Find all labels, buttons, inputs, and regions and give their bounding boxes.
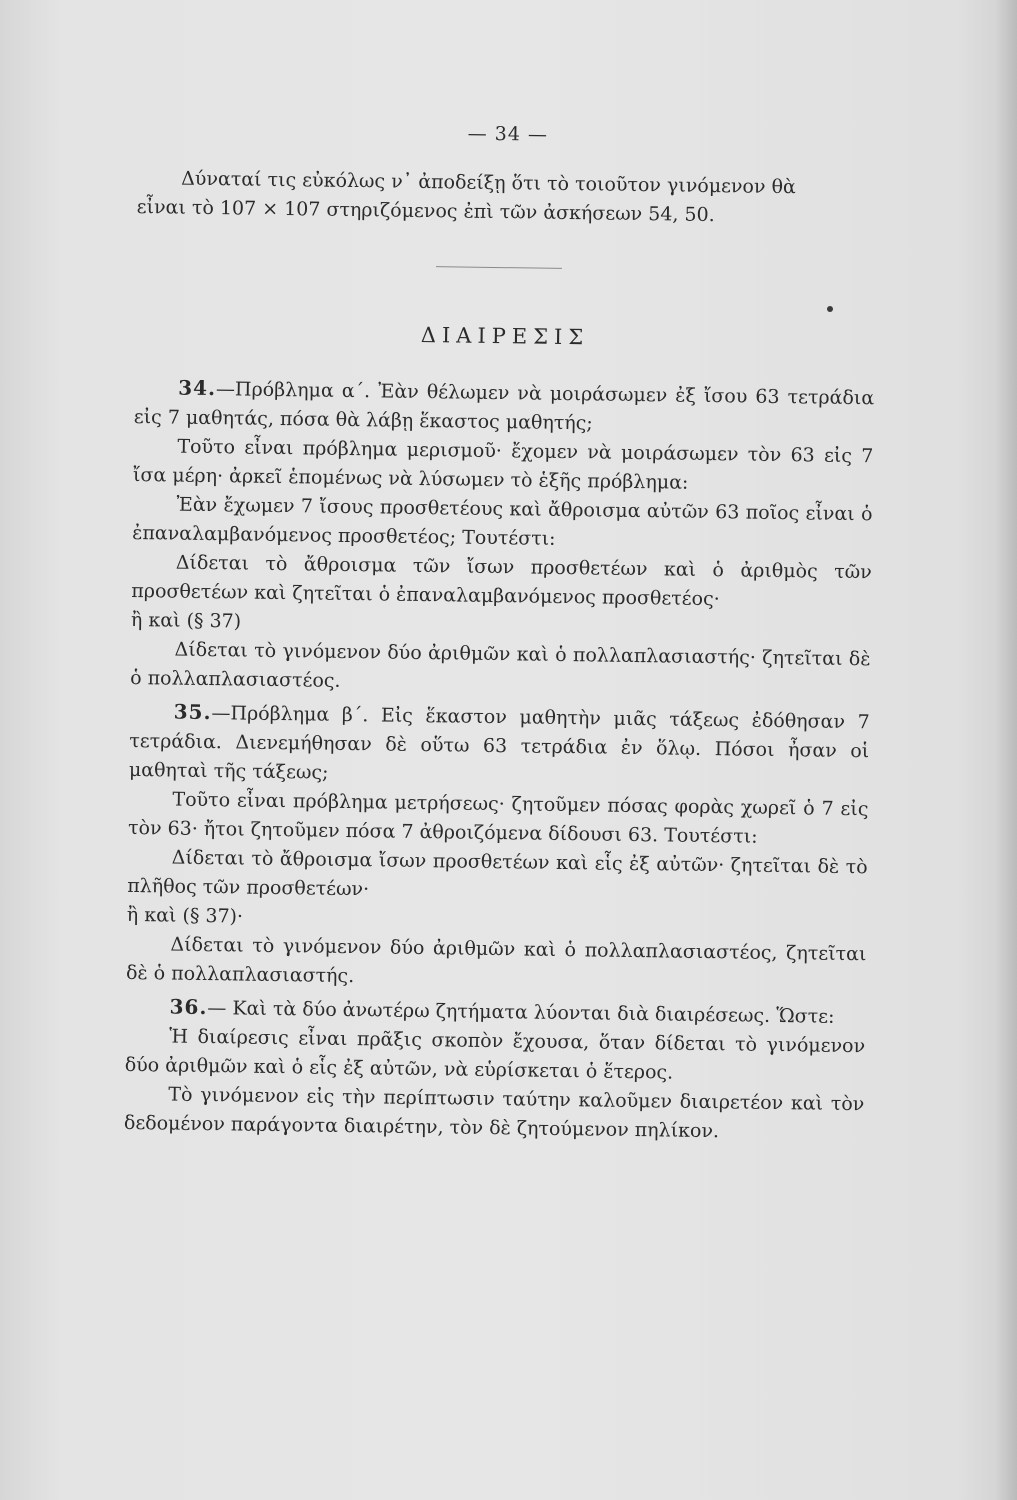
section-34-paragraph [134, 373, 875, 442]
page-number: — 34 — [467, 122, 549, 146]
section-35-p2: Τοῦτο εἶναι πρόβλημα μετρήσεως· ζητοῦμεν πόσας φορὰς χωρεῖ ὁ 7 εἰς τὸν 63· ἤτοι ζητοῦμεν πόσα 7 ἀθροιζόμενα δίδουσι 63. Τουτέστι: [127, 788, 869, 848]
separator-rule [436, 266, 562, 269]
section-36-p3: Τὸ γινόμενον εἰς τὴν περίπτωσιν ταύτην καλοῦμεν διαιρετέον καὶ τὸν δεδομένον παράγοντα διαιρέτην, τὸν δὲ ζητούμενον πηλίκον. [123, 1083, 865, 1143]
section-34-p2: Τοῦτο εἶναι πρόβλημα μερισμοῦ· ἔχομεν νὰ μοιράσωμεν τὸν 63 εἰς 7 ἴσα μέρη· ἀρκεῖ ἑπομένως νὰ λύσωμεν τὸ ἑξῆς πρόβλημα: [132, 435, 874, 494]
section-heading: ΔΙΑΙΡΕΣΙΣ [420, 322, 590, 350]
section-34-text: —Πρόβλημα α΄. Ἐὰν θέλωμεν νὰ μοιράσωμεν ἐξ ἴσου 63 τετράδια εἰς 7 μαθητάς, πόσα θὰ λάβῃ ἕκαστος μαθητής; [133, 378, 875, 435]
section-34-p6: Δίδεται τὸ γινόμενον δύο ἀριθμῶν καὶ ὁ πολλαπλασιαστής· ζητεῖται δὲ ὁ πολλαπλασιαστέος. [130, 638, 871, 692]
page-content [124, 118, 878, 1148]
section-35-p5: Δίδεται τὸ γινόμενον δύο ἀριθμῶν καὶ ὁ πολλαπλασιαστέος, ζητεῖται δὲ ὁ πολλαπλασιαστής. [125, 933, 867, 988]
section-number-36: 36. [169, 994, 208, 1020]
section-36-text: — Καὶ τὰ δύο ἀνωτέρω ζητήματα λύονται διὰ διαιρέσεως. Ὥστε: [207, 997, 835, 1028]
section-34-p5: ἢ καὶ (§ 37) [130, 608, 242, 633]
section-36-p2: Ἡ διαίρεσις εἶναι πρᾶξις σκοπὸν ἔχουσα, ὅταν δίδεται τὸ γινόμενον δύο ἀριθμῶν καὶ ὁ εἷς ἐξ αὐτῶν, νὰ εὑρίσκεται ὁ ἕτερος. [124, 1025, 866, 1084]
section-35-p4: ἢ καὶ (§ 37)· [126, 903, 244, 928]
section-34-p3: Ἐὰν ἔχωμεν 7 ἴσους προσθετέους καὶ ἄθροισμα αὐτῶν 63 ποῖος εἶναι ὁ ἐπαναλαμβανόμενος προσθετέος; Τουτέστι: [132, 493, 873, 550]
intro-line-1: Δύναταί τις εὐκόλως ν᾽ ἀποδείξῃ ὅτι τὸ τοιοῦτον γινόμενον θὰ [181, 167, 796, 199]
section-35-p3: Δίδεται τὸ ἄθροισμα ἴσων προσθετέων καὶ εἷς ἐξ αὐτῶν· ζητεῖται δὲ τὸ πλῆθος τῶν προσθετέων· [127, 846, 868, 901]
intro-line-2: εἶναι τὸ 107 × 107 στηριζόμενος ἐπὶ τῶν ἀσκήσεων 54, 50. [136, 195, 715, 227]
section-number-35: 35. [173, 699, 212, 725]
section-number-34: 34. [178, 375, 217, 401]
section-34-p4: Δίδεται τὸ ἄθροισμα τῶν ἴσων προσθετέων καὶ ὁ ἀριθμὸς τῶν προσθετέων καὶ ζητεῖται ὁ ἐπαναλαμβανόμενος προσθετέος· [131, 551, 872, 611]
section-35-text: —Πρόβλημα β΄. Εἰς ἕκαστον μαθητὴν μιᾶς τάξεως ἐδόθησαν 7 τετράδια. Διενεμήθησαν δὲ οὕτω 63 τετράδια ἐν ὅλῳ. Πόσοι ἦσαν οἱ μαθηταὶ τῆς τάξεως; [128, 702, 870, 784]
section-35-paragraph [129, 697, 870, 795]
page-edge-shadow [995, 0, 1017, 1500]
